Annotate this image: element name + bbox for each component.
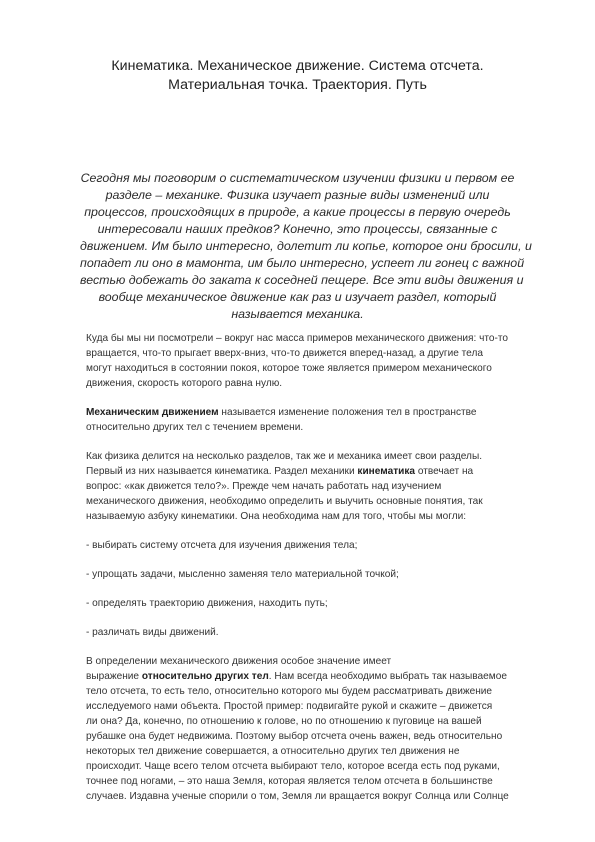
text-line: происходит. Чаще всего телом отсчета выбирают тело, которое всегда есть под руками,	[86, 761, 500, 772]
text-line: относительно других тел с течением времени.	[86, 422, 304, 433]
text-fragment: выражение	[86, 671, 142, 682]
text-line: механического движения, необходимо определить и выучить основные понятия, так	[86, 496, 483, 507]
text-fragment: . Нам всегда необходимо выбрать так называемое	[268, 671, 507, 682]
text-line: вращается, что-то прыгает вверх-вниз, что-то движется вперед-назад, а другие тела	[86, 348, 483, 359]
term-relative-to-other-bodies: относительно других тел	[141, 671, 269, 682]
text-line: Как физика делится на несколько разделов, так же и механика имеет свои разделы.	[86, 451, 483, 462]
list-item: - упрощать задачи, мысленно заменяя тело материальной точкой;	[86, 569, 399, 580]
text-line: случаев. Издавна ученые спорили о том, Земля ли вращается вокруг Солнца или Солнце	[86, 791, 509, 802]
paragraph-examples	[86, 331, 556, 391]
intro-line: разделе – механике. Физика изучает разные виды изменений или	[105, 188, 490, 202]
list-item: - выбирать систему отсчета для изучения движения тела;	[86, 540, 358, 551]
body-text	[86, 331, 556, 818]
intro-line: называется механика.	[231, 307, 364, 321]
paragraph-definition	[86, 405, 556, 435]
text-line: В определении механического движения особое значение имеет	[86, 656, 392, 667]
text-line	[86, 669, 556, 684]
intro-line: вообще механическое движение как раз и изучает раздел, который	[98, 290, 497, 304]
intro-paragraph	[80, 170, 532, 323]
text-line: ли она? Да, конечно, по отношению к голове, но по отношению к пуговице на вашей	[86, 716, 482, 727]
text-line: некоторых тел движение совершается, а относительно других тел движения не	[86, 746, 460, 757]
text-line: движения, скорость которого равна нулю.	[86, 378, 283, 389]
text-line: вопрос: «как движется тело?». Прежде чем начать работать над изучением	[86, 481, 442, 492]
paragraph-kinematics	[86, 449, 556, 524]
text-line: могут находиться в состоянии покоя, которое тоже является примером механического	[86, 363, 492, 374]
intro-line: вестью добежать до заката к соседней пещере. Все эти виды движения и	[80, 273, 524, 287]
text-line: тело отсчета, то есть тело, относительно которого мы будем рассматривать движение	[86, 686, 493, 697]
list-item: - различать виды движений.	[86, 627, 219, 638]
title-line-2: Материальная точка. Траектория. Путь	[168, 77, 427, 93]
text-line	[86, 464, 556, 479]
text-fragment: отвечает на	[415, 466, 474, 477]
text-line	[86, 405, 556, 420]
term-kinematics: кинематика	[357, 466, 416, 477]
text-line: точнее под ногами, – это наша Земля, которая является телом отсчета в большинстве	[86, 776, 493, 787]
intro-line: попадет ли оно в мамонта, им было интересно, успеет ли гонец с важной	[80, 256, 525, 270]
term-mechanical-motion: Механическим движением	[86, 407, 219, 418]
intro-line: движением. Им было интересно, долетит ли копье, которое они бросили, и	[80, 239, 532, 253]
list-item: - определять траекторию движения, находить путь;	[86, 598, 328, 609]
intro-line: процессов, происходящих в природе, а какие процессы в первую очередь	[84, 205, 511, 219]
text-fragment: называется изменение положения тел в пространстве	[218, 407, 477, 418]
intro-line: Сегодня мы поговорим о систематическом изучении физики и первом ее	[80, 171, 515, 185]
text-line: Куда бы мы ни посмотрели – вокруг нас масса примеров механического движения: что-то	[86, 333, 508, 344]
text-line: называемую азбуку кинематики. Она необходима нам для того, чтобы мы могли:	[86, 511, 467, 522]
paragraph-reference-body	[86, 654, 556, 804]
title-line-1: Кинематика. Механическое движение. Система отсчета.	[111, 58, 484, 74]
text-fragment: Первый из них называется кинематика. Раздел механики	[86, 466, 358, 477]
text-line: исследуемого нами объекта. Простой пример: подвигайте рукой и скажите – движется	[86, 701, 493, 712]
intro-line: интересовали наших предков? Конечно, это процессы, связанные с	[97, 222, 498, 236]
page-title	[60, 57, 535, 95]
text-line: рубашке она будет недвижима. Поэтому выбор отсчета очень важен, ведь относительно	[86, 731, 503, 742]
